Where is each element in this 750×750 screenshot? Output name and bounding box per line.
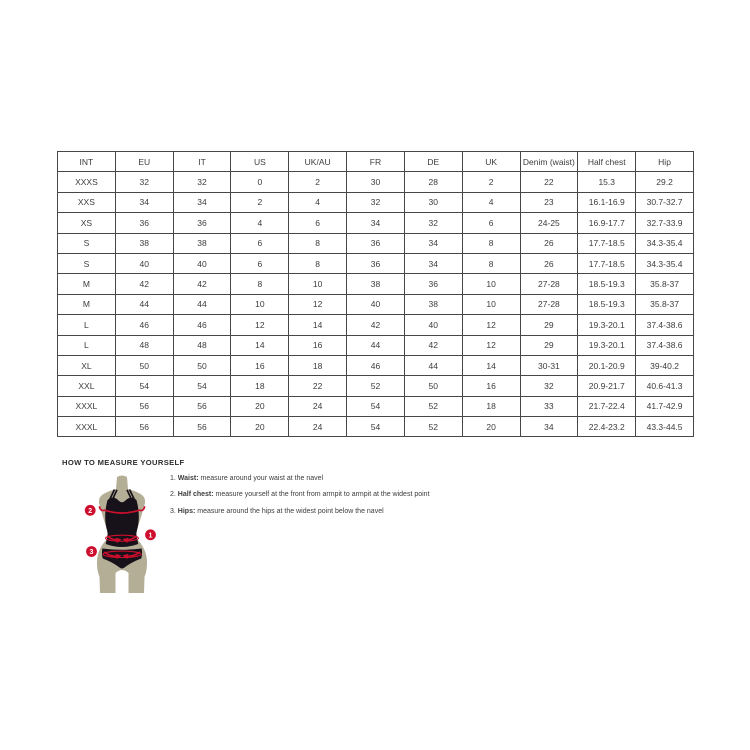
size-cell: XXS (58, 192, 116, 212)
size-cell: M (58, 274, 116, 294)
size-cell: 26 (520, 233, 578, 253)
size-cell: 0 (231, 172, 289, 192)
size-cell: 40 (115, 253, 173, 273)
waist-badge (145, 529, 156, 540)
size-cell: 18 (231, 376, 289, 396)
size-cell: 4 (462, 192, 520, 212)
column-header: Denim (waist) (520, 152, 578, 172)
size-cell: 22.4-23.2 (578, 417, 636, 437)
size-cell: 8 (289, 253, 347, 273)
size-cell: 14 (289, 315, 347, 335)
size-cell: 35.8-37 (636, 294, 694, 314)
size-cell: 39-40.2 (636, 355, 694, 375)
size-cell: 16 (289, 335, 347, 355)
size-cell: 48 (115, 335, 173, 355)
instruction-text: measure yourself at the front from armpit to armpit at the widest point (213, 491, 430, 499)
size-cell: 27-28 (520, 294, 578, 314)
measure-instruction (170, 487, 480, 503)
size-cell: 38 (115, 233, 173, 253)
instruction-number: 3. (170, 507, 178, 515)
size-cell: XL (58, 355, 116, 375)
size-cell: 38 (173, 233, 231, 253)
size-cell: 2 (289, 172, 347, 192)
swimsuit-top (105, 498, 139, 547)
size-cell: 30 (347, 172, 405, 192)
instruction-number: 2. (170, 491, 178, 499)
size-cell: 30 (404, 192, 462, 212)
size-cell: 22 (289, 376, 347, 396)
size-cell: 27-28 (520, 274, 578, 294)
size-cell: 19.3-20.1 (578, 335, 636, 355)
instruction-number: 1. (170, 475, 178, 482)
size-cell: 19.3-20.1 (578, 315, 636, 335)
size-cell: 2 (231, 192, 289, 212)
chest-badge-number: 2 (88, 507, 93, 515)
size-cell: 6 (462, 213, 520, 233)
chest-badge (85, 505, 96, 516)
size-cell: 46 (347, 355, 405, 375)
column-header: Half chest (578, 152, 636, 172)
size-cell: XXXL (58, 417, 116, 437)
size-cell: 18.5-19.3 (578, 274, 636, 294)
size-cell: 56 (115, 396, 173, 416)
size-cell: 6 (289, 213, 347, 233)
table-row (58, 213, 694, 233)
column-header: EU (115, 152, 173, 172)
size-cell: 8 (462, 253, 520, 273)
size-cell: 44 (173, 294, 231, 314)
size-cell: 12 (462, 315, 520, 335)
size-cell: 48 (173, 335, 231, 355)
size-cell: 40.6-41.3 (636, 376, 694, 396)
size-cell: 34 (404, 233, 462, 253)
size-cell: 28 (404, 172, 462, 192)
measure-instruction (170, 504, 480, 520)
size-cell: 41.7-42.9 (636, 396, 694, 416)
size-cell: M (58, 294, 116, 314)
size-cell: 50 (404, 376, 462, 396)
size-cell: 29 (520, 315, 578, 335)
size-cell: 37.4-38.6 (636, 335, 694, 355)
size-cell: 26 (520, 253, 578, 273)
table-row (58, 253, 694, 273)
instruction-label: Hips: (177, 507, 196, 515)
column-header: UK (462, 152, 520, 172)
size-cell: 23 (520, 192, 578, 212)
size-cell: 4 (289, 192, 347, 212)
size-cell: 54 (173, 376, 231, 396)
size-cell: 54 (347, 417, 405, 437)
column-header: US (231, 152, 289, 172)
size-cell: 14 (231, 335, 289, 355)
size-cell: 52 (404, 417, 462, 437)
size-cell: 4 (231, 213, 289, 233)
instruction-text: measure around your waist at the navel (198, 475, 324, 482)
measure-instruction (170, 471, 480, 487)
size-cell: 34 (115, 192, 173, 212)
measure-instructions (170, 471, 480, 520)
size-cell: 44 (404, 355, 462, 375)
column-header: IT (173, 152, 231, 172)
hips-badge-number: 3 (89, 549, 94, 557)
size-cell: 34 (173, 192, 231, 212)
size-chart-body (58, 172, 694, 437)
size-cell: 30-31 (520, 355, 578, 375)
size-cell: 38 (404, 294, 462, 314)
table-row (58, 335, 694, 355)
table-row (58, 192, 694, 212)
size-cell: 46 (115, 315, 173, 335)
table-row (58, 294, 694, 314)
size-cell: 56 (115, 417, 173, 437)
size-cell: 14 (462, 355, 520, 375)
measurement-figure-illustration (75, 470, 180, 600)
column-header: INT (58, 152, 116, 172)
size-cell: 32 (520, 376, 578, 396)
table-row (58, 355, 694, 375)
size-cell: 54 (347, 396, 405, 416)
size-cell: 24 (289, 396, 347, 416)
size-cell: S (58, 253, 116, 273)
size-cell: XS (58, 213, 116, 233)
size-cell: 18.5-19.3 (578, 294, 636, 314)
size-cell: 20.9-21.7 (578, 376, 636, 396)
size-cell: 40 (347, 294, 405, 314)
size-cell: 50 (115, 355, 173, 375)
size-cell: 20 (462, 417, 520, 437)
size-cell: 20.1-20.9 (578, 355, 636, 375)
instruction-label: Waist: (177, 475, 199, 482)
size-cell: 16.9-17.7 (578, 213, 636, 233)
table-row (58, 396, 694, 416)
size-cell: 12 (462, 335, 520, 355)
column-header: UK/AU (289, 152, 347, 172)
size-cell: 6 (231, 253, 289, 273)
size-cell: 16.1-16.9 (578, 192, 636, 212)
size-cell: 36 (404, 274, 462, 294)
size-cell: 20 (231, 396, 289, 416)
size-cell: 22 (520, 172, 578, 192)
size-cell: 44 (115, 294, 173, 314)
table-row (58, 376, 694, 396)
size-chart-table (57, 151, 694, 437)
size-cell: 10 (462, 274, 520, 294)
size-cell: 34.3-35.4 (636, 253, 694, 273)
size-cell: 38 (347, 274, 405, 294)
size-cell: 35.8-37 (636, 274, 694, 294)
instruction-text: measure around the hips at the widest point below the navel (195, 507, 384, 515)
size-cell: 50 (173, 355, 231, 375)
size-cell: 36 (347, 233, 405, 253)
size-cell: 40 (404, 315, 462, 335)
size-cell: 10 (231, 294, 289, 314)
table-row (58, 172, 694, 192)
size-cell: 43.3-44.5 (636, 417, 694, 437)
size-cell: 34 (347, 213, 405, 233)
size-cell: 10 (289, 274, 347, 294)
size-cell: 8 (462, 233, 520, 253)
size-cell: 42 (404, 335, 462, 355)
size-cell: 42 (173, 274, 231, 294)
size-cell: 17.7-18.5 (578, 253, 636, 273)
size-chart-header-row (58, 152, 694, 172)
size-cell: 18 (289, 355, 347, 375)
size-cell: 44 (347, 335, 405, 355)
size-cell: 2 (462, 172, 520, 192)
size-cell: 10 (462, 294, 520, 314)
size-cell: 56 (173, 396, 231, 416)
table-row (58, 417, 694, 437)
size-cell: 32 (347, 192, 405, 212)
size-cell: 32 (115, 172, 173, 192)
table-row (58, 315, 694, 335)
size-cell: 30.7-32.7 (636, 192, 694, 212)
size-cell: 6 (231, 233, 289, 253)
size-cell: 56 (173, 417, 231, 437)
size-cell: 36 (173, 213, 231, 233)
size-cell: 32 (173, 172, 231, 192)
size-cell: 8 (231, 274, 289, 294)
instruction-label: Half chest: (177, 491, 214, 499)
size-cell: 32 (404, 213, 462, 233)
size-cell: 34.3-35.4 (636, 233, 694, 253)
size-cell: XXXS (58, 172, 116, 192)
size-cell: 24 (289, 417, 347, 437)
size-cell: 42 (115, 274, 173, 294)
size-cell: 52 (347, 376, 405, 396)
table-row (58, 274, 694, 294)
size-cell: 37.4-38.6 (636, 315, 694, 335)
size-cell: 16 (231, 355, 289, 375)
size-cell: 34 (404, 253, 462, 273)
size-cell: XXXL (58, 396, 116, 416)
size-cell: 12 (231, 315, 289, 335)
size-cell: 52 (404, 396, 462, 416)
size-cell: 46 (173, 315, 231, 335)
size-cell: L (58, 335, 116, 355)
size-cell: S (58, 233, 116, 253)
how-to-measure-heading: HOW TO MEASURE YOURSELF (62, 458, 185, 467)
size-cell: L (58, 315, 116, 335)
column-header: Hip (636, 152, 694, 172)
size-cell: 33 (520, 396, 578, 416)
table-row (58, 233, 694, 253)
size-cell: 20 (231, 417, 289, 437)
size-cell: 8 (289, 233, 347, 253)
size-cell: 15.3 (578, 172, 636, 192)
size-cell: 21.7-22.4 (578, 396, 636, 416)
size-cell: 34 (520, 417, 578, 437)
size-cell: 29.2 (636, 172, 694, 192)
column-header: DE (404, 152, 462, 172)
size-cell: 32.7-33.9 (636, 213, 694, 233)
size-cell: 54 (115, 376, 173, 396)
column-header: FR (347, 152, 405, 172)
size-cell: 17.7-18.5 (578, 233, 636, 253)
size-cell: 16 (462, 376, 520, 396)
size-cell: 29 (520, 335, 578, 355)
size-cell: XXL (58, 376, 116, 396)
hips-badge (86, 546, 97, 557)
size-cell: 36 (347, 253, 405, 273)
size-cell: 42 (347, 315, 405, 335)
size-cell: 40 (173, 253, 231, 273)
waist-badge-number: 1 (148, 532, 153, 540)
size-cell: 12 (289, 294, 347, 314)
size-cell: 18 (462, 396, 520, 416)
size-cell: 36 (115, 213, 173, 233)
size-cell: 24-25 (520, 213, 578, 233)
